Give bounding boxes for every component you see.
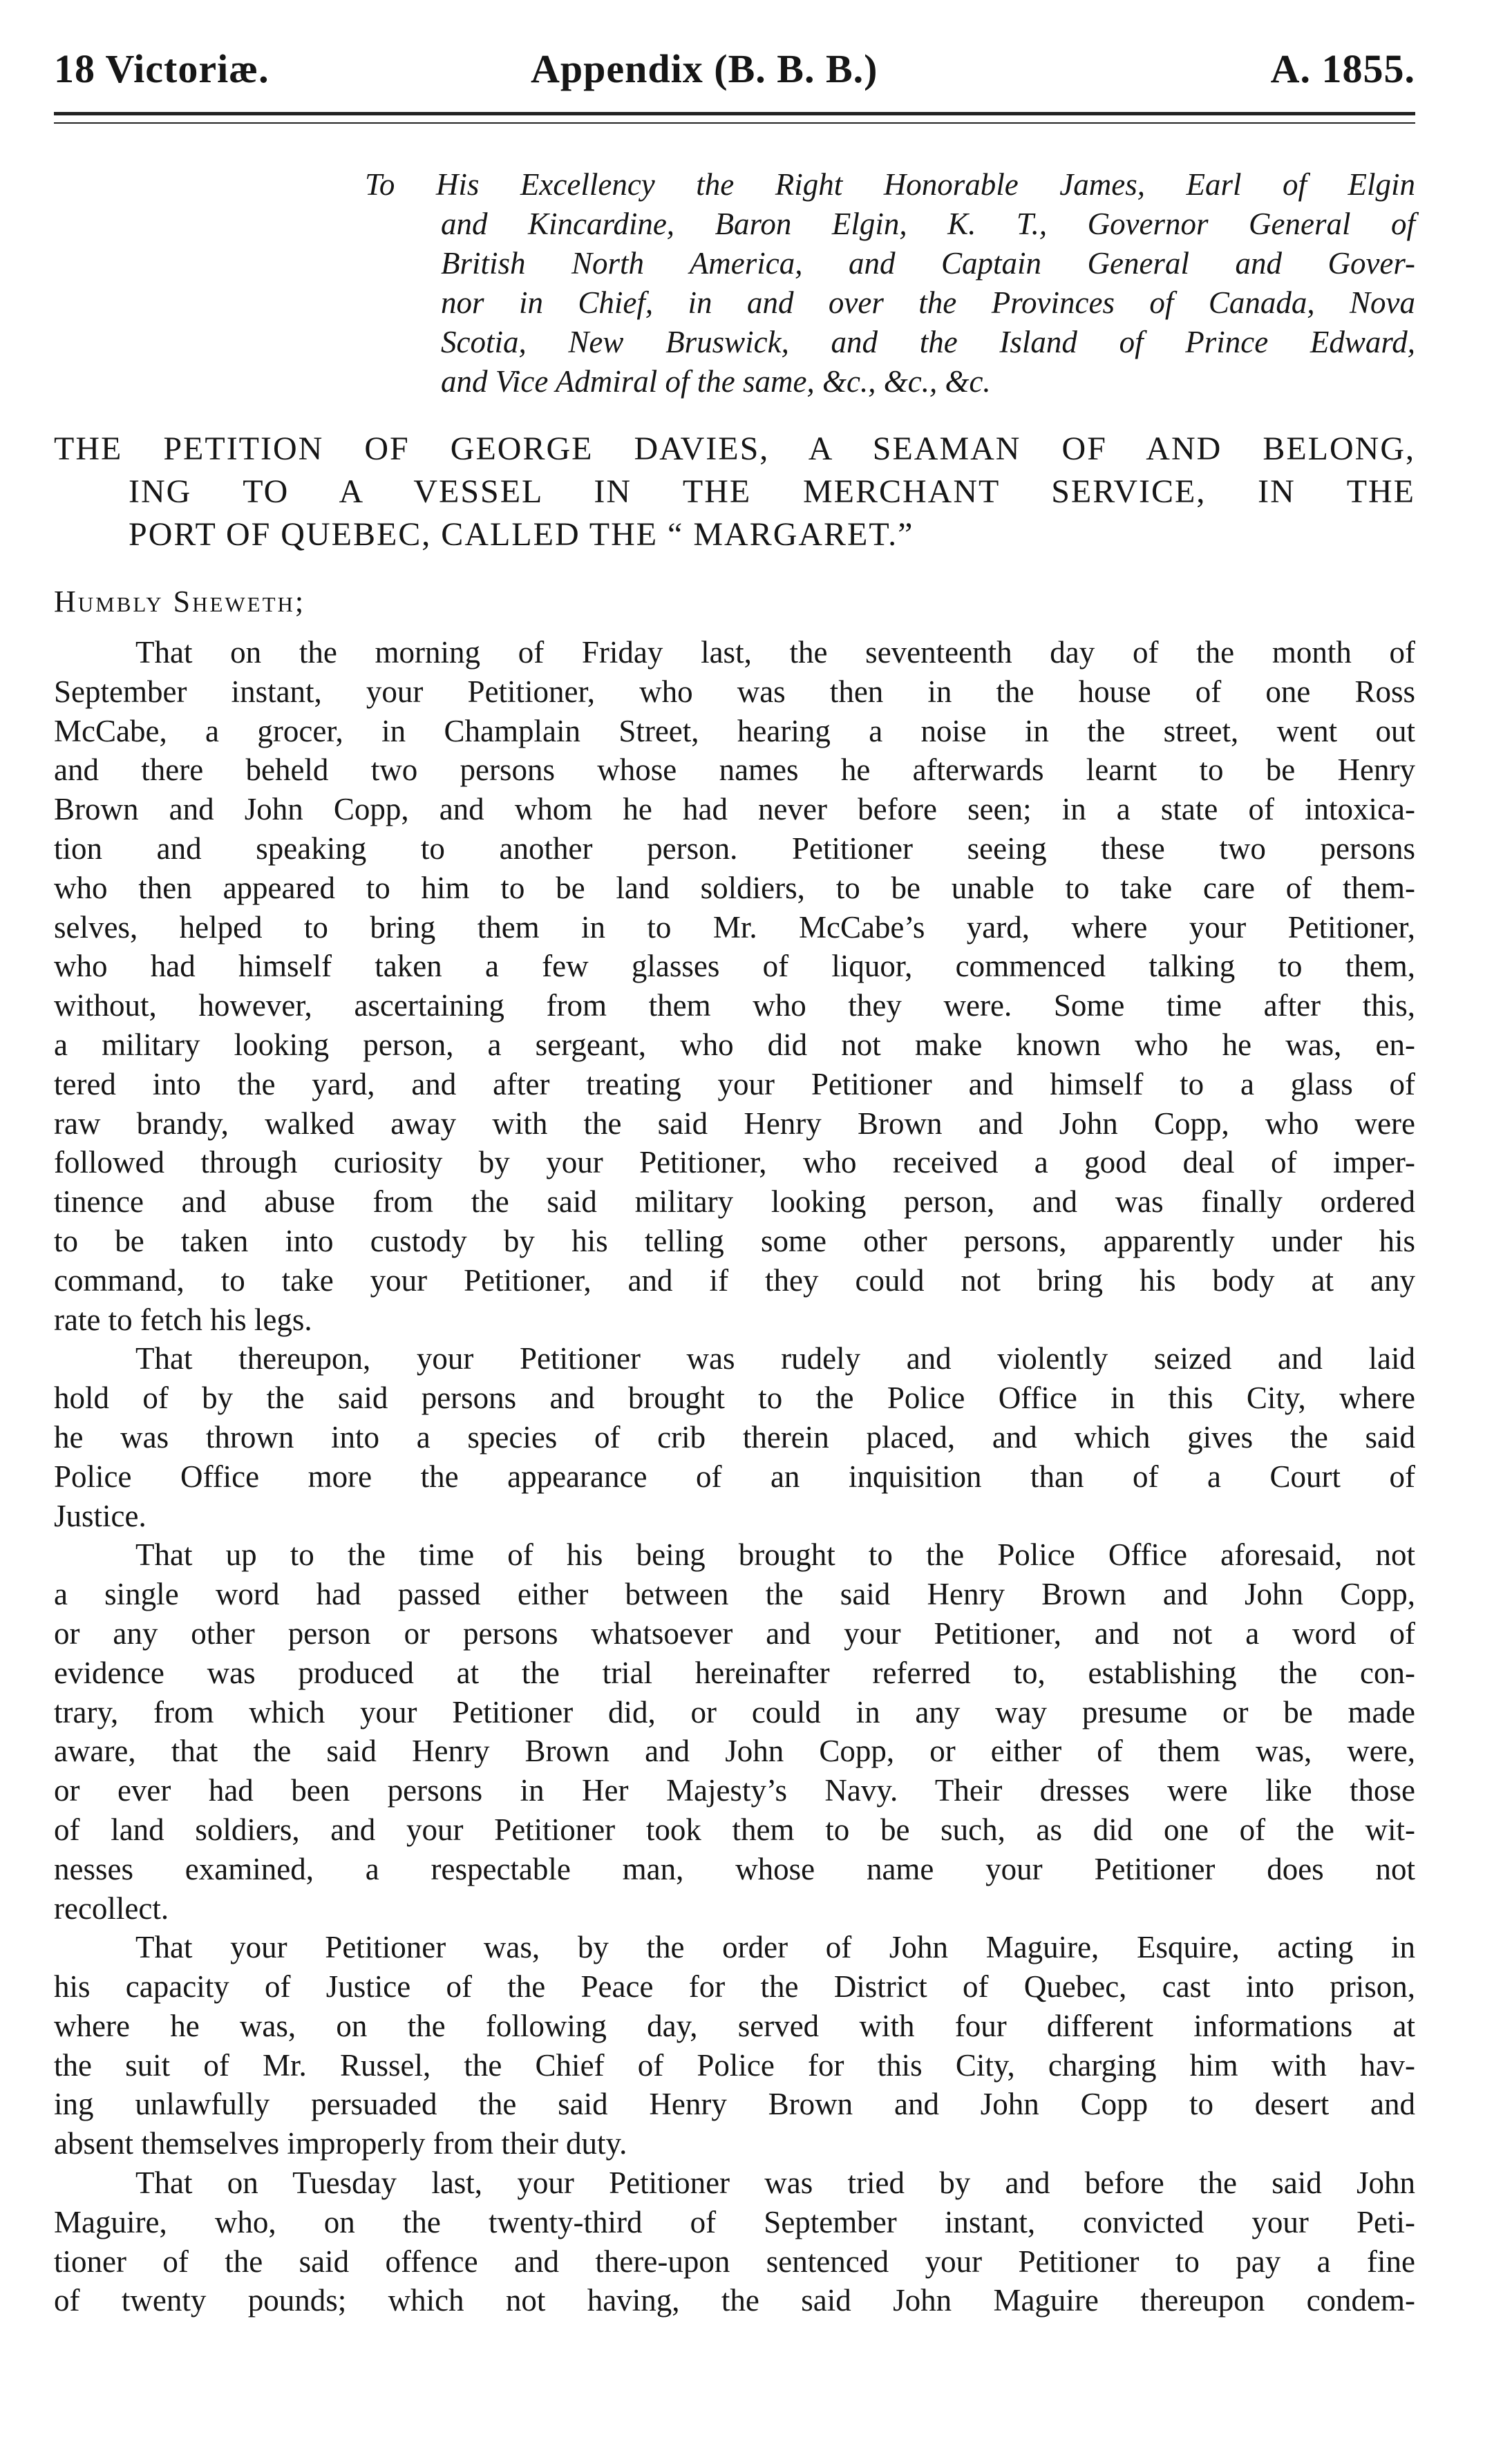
paragraph bbox=[54, 1339, 1415, 1535]
running-head-session: 18 Victoriæ. bbox=[54, 46, 270, 91]
text-line: the suit of Mr. Russel, the Chief of Police for this City, charging him with hav- bbox=[54, 2047, 1415, 2083]
text-line: trary, from which your Petitioner did, or could in any way presume or be made bbox=[54, 1694, 1415, 1729]
running-head-appendix: Appendix (B. B. B.) bbox=[531, 46, 878, 91]
text-line: That thereupon, your Petitioner was rudely and violently seized and laid bbox=[135, 1341, 1415, 1376]
running-head bbox=[54, 39, 1415, 101]
address-line: and Vice Admiral of the same, &c., &c., &c. bbox=[441, 364, 991, 399]
text-line: without, however, ascertaining from them who they were. Some time after this, bbox=[54, 988, 1415, 1023]
address-line: nor in Chief, in and over the Provinces of Canada, Nova bbox=[441, 285, 1415, 320]
text-line: a military looking person, a sergeant, who did not make known who he was, en- bbox=[54, 1027, 1415, 1062]
text-line: September instant, your Petitioner, who was then in the house of one Ross bbox=[54, 674, 1415, 709]
text-line: or any other person or persons whatsoever and your Petitioner, and not a word of bbox=[54, 1615, 1415, 1651]
text-line: where he was, on the following day, served with four different informations at bbox=[54, 2008, 1415, 2043]
text-line: tered into the yard, and after treating your Petitioner and himself to a glass of bbox=[54, 1066, 1415, 1101]
petition-title bbox=[54, 428, 1415, 556]
document-page bbox=[54, 39, 1415, 2320]
title-line: THE PETITION OF GEORGE DAVIES, A SEAMAN OF AND BELONG, bbox=[54, 430, 1415, 467]
text-line: ing unlawfully persuaded the said Henry Brown and John Copp to desert and bbox=[54, 2087, 1415, 2122]
running-head-year: A. 1855. bbox=[1270, 46, 1415, 91]
text-line: raw brandy, walked away with the said Henry Brown and John Copp, who were bbox=[54, 1106, 1415, 1141]
paragraph bbox=[54, 1928, 1415, 2163]
address-line: and Kincardine, Baron Elgin, K. T., Governor General of bbox=[441, 207, 1415, 241]
address-line: Scotia, New Bruswick, and the Island of Prince Edward, bbox=[441, 325, 1415, 359]
salutation: Humbly Sheweth; bbox=[54, 585, 306, 618]
text-line: or ever had been persons in Her Majesty’s Navy. Their dresses were like those bbox=[54, 1773, 1415, 1808]
text-line: to be taken into custody by his telling some other persons, apparently under his bbox=[54, 1223, 1415, 1258]
address-line: To His Excellency the Right Honorable James, Earl of Elgin bbox=[365, 167, 1415, 202]
text-line: his capacity of Justice of the Peace for the District of Quebec, cast into prison, bbox=[54, 1969, 1415, 2005]
text-line: recollect. bbox=[54, 1890, 169, 1926]
title-line: PORT OF QUEBEC, CALLED THE “ MARGARET.” bbox=[129, 516, 914, 553]
text-line: selves, helped to bring them in to Mr. McCabe’s yard, where your Petitioner, bbox=[54, 909, 1415, 945]
text-line: who then appeared to him to be land soldiers, to be unable to take care of them- bbox=[54, 870, 1415, 905]
text-line: tinence and abuse from the said military looking person, and was finally ordered bbox=[54, 1184, 1415, 1220]
text-line: a single word had passed either between the said Henry Brown and John Copp, bbox=[54, 1577, 1415, 1612]
text-line: That your Petitioner was, by the order of John Maguire, Esquire, acting in bbox=[135, 1930, 1415, 1965]
petition-body bbox=[54, 633, 1415, 2320]
text-line: rate to fetch his legs. bbox=[54, 1302, 312, 1337]
text-line: of twenty pounds; which not having, the said John Maguire thereupon condem- bbox=[54, 2283, 1415, 2318]
text-line: absent themselves improperly from their duty. bbox=[54, 2126, 627, 2161]
text-line: McCabe, a grocer, in Champlain Street, hearing a noise in the street, went out bbox=[54, 713, 1415, 748]
text-line: Police Office more the appearance of an inquisition than of a Court of bbox=[54, 1459, 1415, 1494]
text-line: who had himself taken a few glasses of liquor, commenced talking to them, bbox=[54, 949, 1415, 984]
text-line: That on the morning of Friday last, the seventeenth day of the month of bbox=[135, 635, 1415, 670]
text-line: Justice. bbox=[54, 1498, 146, 1533]
text-line: he was thrown into a species of crib therein placed, and which gives the said bbox=[54, 1419, 1415, 1454]
text-line: Maguire, who, on the twenty-third of September instant, convicted your Peti- bbox=[54, 2204, 1415, 2239]
text-line: That on Tuesday last, your Petitioner was tried by and before the said John bbox=[135, 2166, 1415, 2201]
title-line: ING TO A VESSEL IN THE MERCHANT SERVICE, IN THE bbox=[129, 473, 1415, 510]
paragraph bbox=[54, 1535, 1415, 1928]
text-line: and there beheld two persons whose names he afterwards learnt to be Henry bbox=[54, 752, 1415, 788]
text-line: tion and speaking to another person. Petitioner seeing these two persons bbox=[54, 831, 1415, 866]
text-line: That up to the time of his being brought to the Police Office aforesaid, not bbox=[135, 1537, 1415, 1573]
header-rule bbox=[54, 112, 1415, 124]
text-line: of land soldiers, and your Petitioner took them to be such, as did one of the wit- bbox=[54, 1812, 1415, 1847]
text-line: followed through curiosity by your Petitioner, who received a good deal of imper- bbox=[54, 1145, 1415, 1180]
paragraph bbox=[54, 633, 1415, 1339]
text-line: nesses examined, a respectable man, whose name your Petitioner does not bbox=[54, 1851, 1415, 1886]
text-line: Brown and John Copp, and whom he had never before seen; in a state of intoxica- bbox=[54, 792, 1415, 827]
address-block bbox=[365, 165, 1415, 401]
address-line: British North America, and Captain General and Gover- bbox=[441, 246, 1415, 281]
paragraph bbox=[54, 2163, 1415, 2320]
text-line: evidence was produced at the trial hereinafter referred to, establishing the con- bbox=[54, 1655, 1415, 1690]
text-line: aware, that the said Henry Brown and John Copp, or either of them was, were, bbox=[54, 1734, 1415, 1769]
text-line: hold of by the said persons and brought to the Police Office in this City, where bbox=[54, 1381, 1415, 1416]
text-line: command, to take your Petitioner, and if they could not bring his body at any bbox=[54, 1262, 1415, 1298]
text-line: tioner of the said offence and there-upon sentenced your Petitioner to pay a fine bbox=[54, 2244, 1415, 2279]
